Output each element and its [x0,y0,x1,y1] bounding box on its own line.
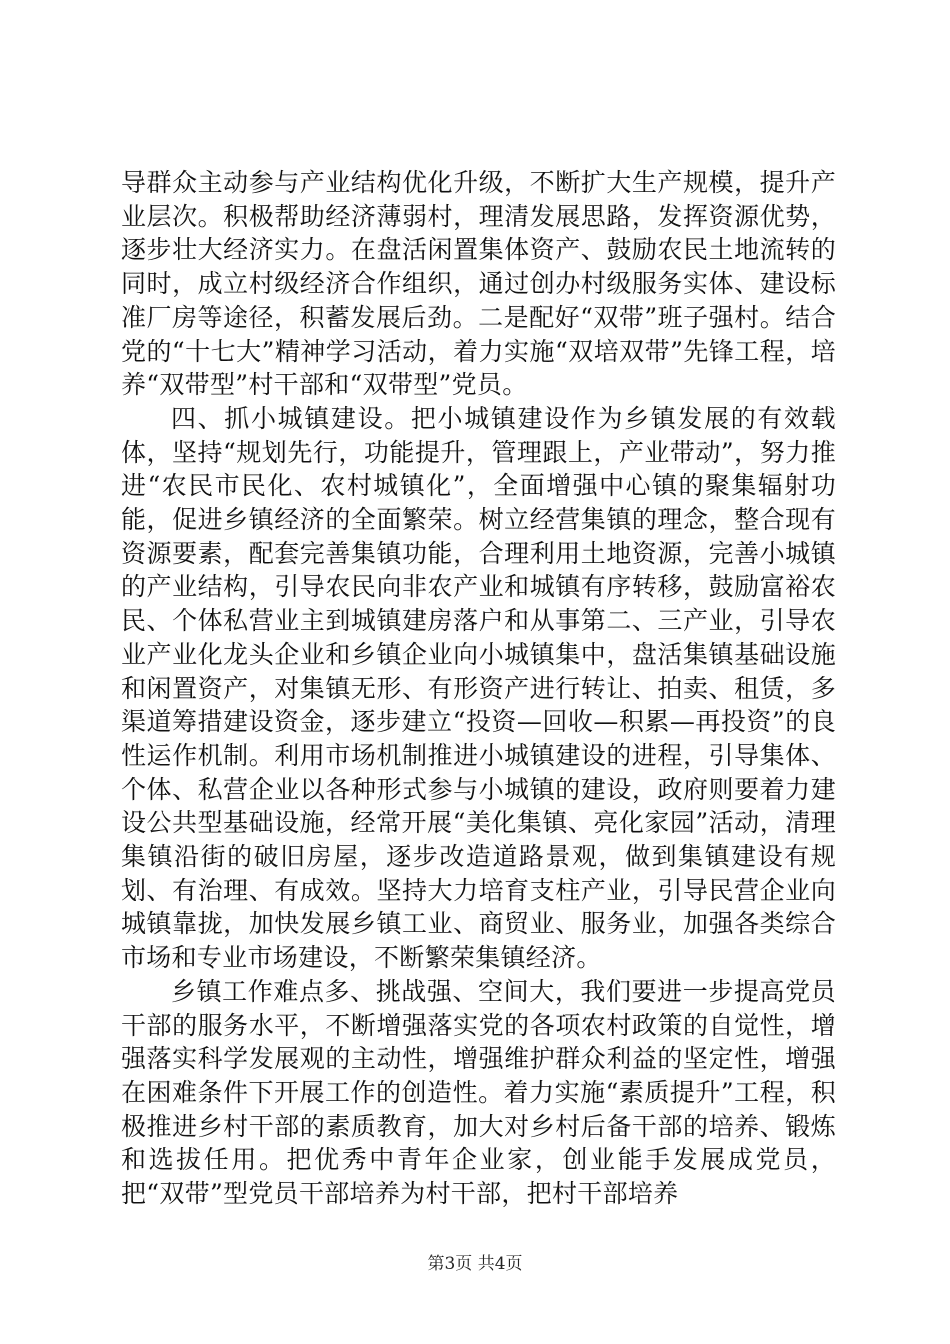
paragraph-2: 四、抓小城镇建设。把小城镇建设作为乡镇发展的有效载体，坚持“规划先行，功能提升，管理跟上，产业带动”，努力推进“农民市民化、农村城镇化”，全面增强中心镇的聚集辐射功能，促进乡镇经济的全面繁荣。树立经营集镇的理念，整合现有资源要素，配套完善集镇功能，合理利用土地资源，完善小城镇的产业结构，引导农民向非农产业和城镇有序转移，鼓励富裕农民、个体私营业主到城镇建房落户和从事第二、三产业，引导农业产业化龙头企业和乡镇企业向小城镇集中，盘活集镇基础设施和闲置资产，对集镇无形、有形资产进行转让、拍卖、租赁，多渠道筹措建设资金，逐步建立“投资—回收—积累—再投资”的良性运作机制。利用市场机制推进小城镇建设的进程，引导集体、个体、私营企业以各种形式参与小城镇的建设，政府则要着力建设公共型基础设施，经常开展“美化集镇、亮化家园”活动，清理集镇沿街的破旧房屋，逐步改造道路景观，做到集镇建设有规划、有治理、有成效。坚持大力培育支柱产业，引导民营企业向城镇靠拢，加快发展乡镇工业、商贸业、服务业，加强各类综合市场和专业市场建设，不断繁荣集镇经济。 [121,403,836,973]
paragraph-3: 乡镇工作难点多、挑战强、空间大，我们要进一步提高党员干部的服务水平，不断增强落实党的各项农村政策的自觉性，增强落实科学发展观的主动性，增强维护群众利益的坚定性，增强在困难条件下开展工作的创造性。着力实施“素质提升”工程，积极推进乡村干部的素质教育，加大对乡村后备干部的培养、锻炼和选拔任用。把优秀中青年企业家，创业能手发展成党员，把“双带”型党员干部培养为村干部，把村干部培养 [121,976,836,1209]
paragraph-1: 导群众主动参与产业结构优化升级，不断扩大生产规模，提升产业层次。积极帮助经济薄弱村，理清发展思路，发挥资源优势，逐步壮大经济实力。在盘活闲置集体资产、鼓励农民土地流转的同时，成立村级经济合作组织，通过创办村级服务实体、建设标准厂房等途径，积蓄发展后劲。二是配好“双带”班子强村。结合党的“十七大”精神学习活动，着力实施“双培双带”先锋工程，培养“双带型”村干部和“双带型”党员。 [121,168,836,400]
page-number-footer: 第3页 共4页 [427,1254,523,1274]
document-body [121,166,836,1211]
